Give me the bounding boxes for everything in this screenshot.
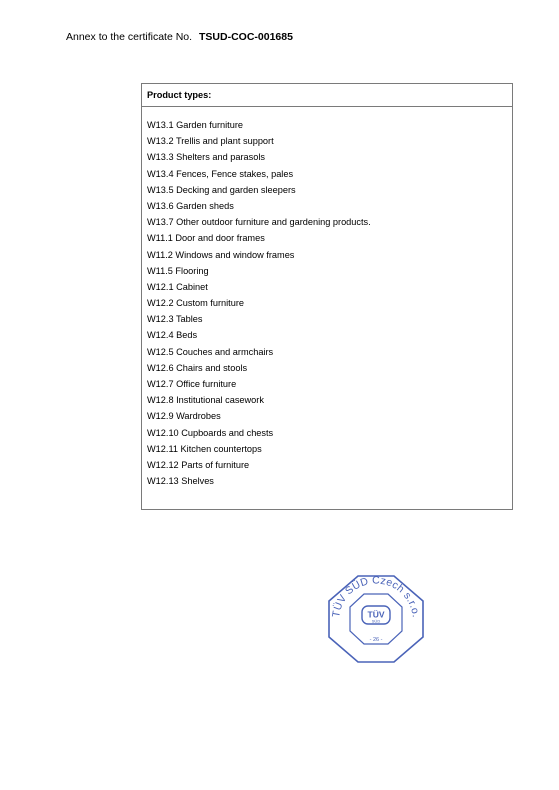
list-item: W13.7 Other outdoor furniture and gardening products. (147, 217, 371, 228)
list-item: W12.13 Shelves (147, 476, 214, 487)
list-item: W11.5 Flooring (147, 265, 209, 276)
list-item: W12.8 Institutional casework (147, 395, 264, 406)
list-item: W12.12 Parts of furniture (147, 459, 250, 470)
product-types-list (142, 107, 512, 489)
list-item: W13.6 Garden sheds (147, 200, 234, 211)
stamp-logo-subtext: SÜD (371, 618, 381, 624)
list-item: W12.10 Cupboards and chests (147, 427, 274, 438)
product-types-table (141, 83, 513, 510)
list-item: W12.6 Chairs and stools (147, 362, 248, 373)
stamp-logo-text: TÜV (367, 609, 385, 620)
list-item: W12.7 Office furniture (147, 379, 237, 389)
list-item: W12.11 Kitchen countertops (147, 443, 262, 454)
list-item: W13.4 Fences, Fence stakes, pales (147, 168, 294, 179)
list-item: W11.2 Windows and window frames (147, 249, 295, 260)
header-prefix: Annex to the certificate No. (66, 31, 193, 43)
list-item: W13.3 Shelters and parasols (147, 152, 265, 163)
list-item: W13.1 Garden furniture (147, 120, 244, 130)
certificate-header (66, 31, 293, 43)
stamp-number: - 26 - (369, 637, 383, 643)
list-item: W13.5 Decking and garden sleepers (147, 184, 296, 195)
product-types-heading: Product types: (142, 84, 512, 107)
list-item: W12.9 Wardrobes (147, 411, 221, 422)
list-item: W12.5 Couches and armchairs (147, 346, 274, 357)
list-item: W12.3 Tables (147, 314, 203, 325)
list-item: W12.4 Beds (147, 330, 198, 341)
stamp-ring-text: TÜV SÜD Czech s.r.o. (330, 575, 422, 619)
list-item: W12.2 Custom furniture (147, 298, 245, 309)
list-item: W12.1 Cabinet (147, 281, 208, 292)
list-item: W13.2 Trellis and plant support (147, 136, 274, 147)
tuv-sud-stamp (328, 575, 424, 663)
certificate-number: TSUD-COC-001685 (199, 31, 293, 43)
list-item: W11.1 Door and door frames (147, 233, 265, 244)
